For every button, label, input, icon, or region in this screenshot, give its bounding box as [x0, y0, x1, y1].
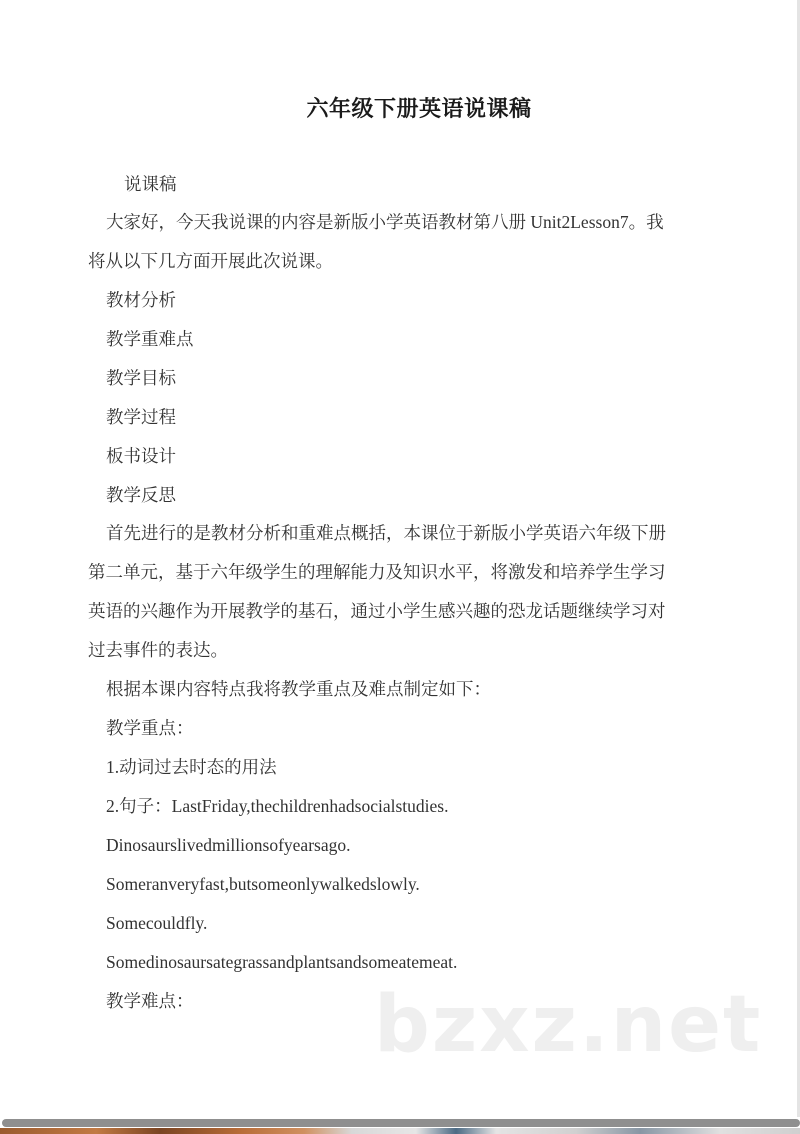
- outline-item-teaching-goals: 教学目标: [106, 368, 176, 388]
- paragraph-key-points-intro: 根据本课内容特点我将教学重点及难点制定如下：: [106, 679, 491, 699]
- paragraph-intro-line-1: 大家好，今天我说课的内容是新版小学英语教材第八册 Unit2Lesson7。我: [106, 212, 664, 232]
- background-image-strip: [0, 1128, 800, 1134]
- horizontal-scrollbar[interactable]: [2, 1119, 800, 1127]
- example-sentence-1: Dinosaurslivedmillionsofyearsago.: [106, 835, 351, 855]
- outline-item-key-difficult-points: 教学重难点: [106, 329, 194, 349]
- example-sentence-2: Someranveryfast,butsomeonlywalkedslowly.: [106, 874, 420, 894]
- outline-item-teaching-process: 教学过程: [106, 407, 176, 427]
- heading-key-points: 教学重点：: [106, 718, 194, 738]
- section-heading-shuokegao: 说课稿: [124, 174, 177, 194]
- outline-item-blackboard-design: 板书设计: [106, 446, 176, 466]
- example-sentence-4: Somedinosaursategrassandplantsandsomeatemeat.: [106, 952, 458, 972]
- example-sentence-3: Somecouldfly.: [106, 913, 208, 933]
- paragraph-analysis-line-4: 过去事件的表达。: [88, 640, 228, 660]
- outline-item-teaching-reflection: 教学反思: [106, 485, 176, 505]
- document-title: 六年级下册英语说课稿: [306, 97, 532, 122]
- paragraph-analysis-line-3: 英语的兴趣作为开展教学的基石，通过小学生感兴趣的恐龙话题继续学习对: [88, 601, 666, 621]
- heading-difficult-points: 教学难点：: [106, 991, 194, 1011]
- key-point-2: 2.句子：LastFriday,thechildrenhadsocialstudies.: [106, 796, 449, 816]
- paragraph-analysis-line-1: 首先进行的是教材分析和重难点概括，本课位于新版小学英语六年级下册: [106, 523, 666, 543]
- outline-item-textbook-analysis: 教材分析: [106, 290, 176, 310]
- paragraph-intro-line-2: 将从以下几方面开展此次说课。: [88, 251, 333, 271]
- watermark: bzxz.net: [374, 980, 763, 1070]
- paragraph-analysis-line-2: 第二单元，基于六年级学生的理解能力及知识水平，将激发和培养学生学习: [88, 562, 666, 582]
- key-point-1: 1.动词过去时态的用法: [106, 757, 277, 777]
